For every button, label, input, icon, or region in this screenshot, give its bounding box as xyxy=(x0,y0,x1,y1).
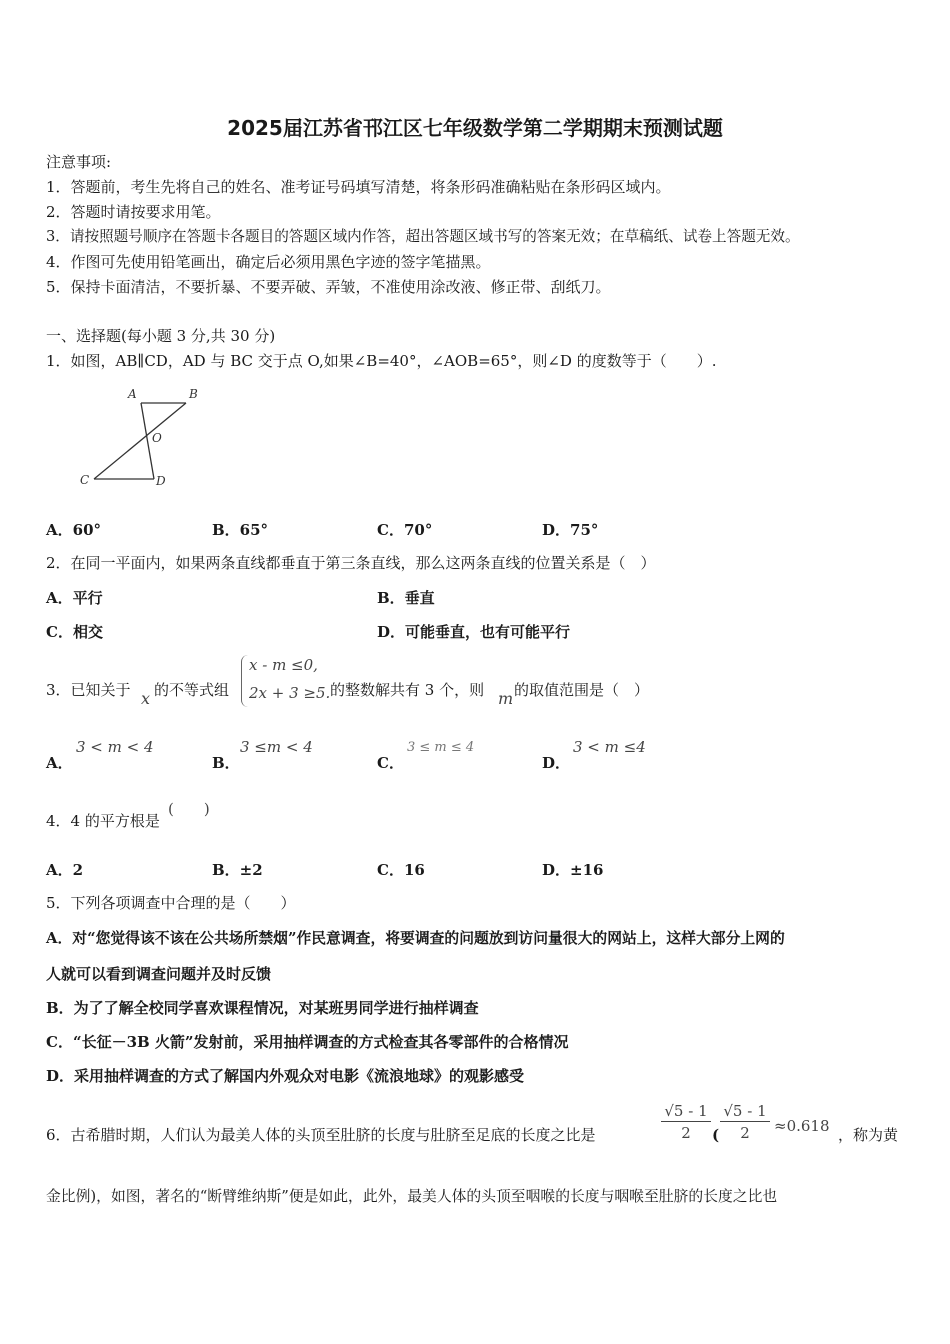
label-a: A xyxy=(128,387,137,401)
q2-option-c: C．相交 xyxy=(46,623,103,641)
q1-option-c: C．70° xyxy=(377,521,433,539)
q3-inequality-1: x - m ≤0, xyxy=(249,656,318,674)
q3-stem-condition: 的整数解共有 3 个，则 xyxy=(330,681,485,699)
q2-option-b: B．垂直 xyxy=(377,589,435,607)
q3-option-c-letter: C． xyxy=(377,754,404,772)
label-b: B xyxy=(189,387,198,401)
q3-stem-start: 3．已知关于 xyxy=(46,681,131,699)
q4-option-c: C．16 xyxy=(377,861,425,879)
q3-option-a-letter: A． xyxy=(46,754,73,772)
fraction-denominator: 2 xyxy=(740,1124,750,1142)
q5-stem: 5．下列各项调查中合理的是（ ） xyxy=(46,894,296,912)
q2-option-d: D．可能垂直，也有可能平行 xyxy=(377,623,571,641)
label-d: D xyxy=(156,474,166,488)
notice-item: 4．作图可先使用铅笔画出，确定后必须用黑色字迹的签字笔描黑。 xyxy=(46,253,491,271)
section-heading: 一、选择题(每小题 3 分,共 30 分) xyxy=(46,327,276,345)
notice-heading: 注意事项: xyxy=(46,153,112,171)
fraction-denominator: 2 xyxy=(681,1124,691,1142)
q3-option-d-letter: D． xyxy=(542,754,571,772)
q5-option-d: D．采用抽样调查的方式了解国内外观众对电影《流浪地球》的观影感受 xyxy=(46,1067,525,1085)
q5-option-a-cont: 人就可以看到调查问题并及时反馈 xyxy=(46,965,272,983)
q5-option-b: B．为了了解全校同学喜欢课程情况，对某班男同学进行抽样调查 xyxy=(46,999,479,1017)
q3-option-b-letter: B． xyxy=(212,754,240,772)
q3-option-c-math: 3 ≤ m ≤ 4 xyxy=(407,740,475,755)
notice-item: 5．保持卡面清洁，不要折暴、不要弄破、弄皱，不准使用涂改液、修正带、刮纸刀。 xyxy=(46,278,611,296)
brace-icon xyxy=(241,655,248,707)
q3-stem-mid: 的不等式组 xyxy=(154,681,230,699)
q1-figure xyxy=(74,382,204,492)
q4-stem: 4．4 的平方根是 xyxy=(46,812,160,830)
q1-option-d: D．75° xyxy=(542,521,599,539)
q2-option-a: A．平行 xyxy=(46,589,103,607)
q5-option-c: C．“长征－3B 火箭”发射前，采用抽样调查的方式检查其各零部件的合格情况 xyxy=(46,1033,569,1051)
q3-option-d-math: 3 < m ≤4 xyxy=(573,738,646,756)
q3-var-m: m xyxy=(498,689,514,708)
q1-stem: 1．如图，AB∥CD，AD 与 BC 交于点 O,如果∠B=40°，∠AOB=65°，则∠D 的度数等于（ ）. xyxy=(46,352,717,370)
notice-item: 3．请按照题号顺序在答题卡各题目的答题区域内作答，超出答题区域书写的答案无效；在草稿纸、试卷上答题无效。 xyxy=(46,228,800,245)
label-o: O xyxy=(152,431,162,445)
q6-stem-cont: ，称为黄 xyxy=(838,1126,899,1144)
q6-stem: 6．古希腊时期，人们认为最美人体的头顶至肚脐的长度与肚脐至足底的长度之比是 xyxy=(46,1126,596,1144)
q3-stem-end: 的取值范围是（ ） xyxy=(514,681,650,699)
segment-bc xyxy=(94,403,186,479)
fraction-numerator: √5 - 1 xyxy=(661,1102,711,1122)
exam-title: 2025届江苏省邗江区七年级数学第二学期期末预测试题 xyxy=(227,116,723,140)
golden-ratio-fraction xyxy=(661,1102,711,1142)
q6-approx-value: ≈0.618 xyxy=(774,1117,830,1135)
fraction-numerator: √5 - 1 xyxy=(720,1102,770,1122)
q1-option-b: B．65° xyxy=(212,521,269,539)
q4-option-d: D．±16 xyxy=(542,861,604,879)
q4-paren: ( ) xyxy=(168,800,210,818)
q1-option-a: A．60° xyxy=(46,521,102,539)
q3-inequality-2: 2x + 3 ≥5. xyxy=(249,684,331,702)
golden-ratio-fraction xyxy=(720,1102,770,1142)
q5-option-a: A．对“您觉得该不该在公共场所禁烟”作民意调查，将要调查的问题放到访问量很大的网站上，这样大部分上网的 xyxy=(46,930,785,947)
notice-item: 2．答题时请按要求用笔。 xyxy=(46,203,221,221)
q3-option-a-math: 3 < m < 4 xyxy=(76,738,154,756)
q4-option-a: A．2 xyxy=(46,861,84,879)
q4-option-b: B．±2 xyxy=(212,861,263,879)
q6-open-paren: ( xyxy=(712,1126,720,1144)
notice-item: 1．答题前，考生先将自己的姓名、准考证号码填写清楚，将条形码准确粘贴在条形码区域内。 xyxy=(46,178,671,196)
q3-option-b-math: 3 ≤m < 4 xyxy=(240,738,313,756)
label-c: C xyxy=(80,473,90,487)
q2-stem: 2．在同一平面内，如果两条直线都垂直于第三条直线，那么这两条直线的位置关系是（ ） xyxy=(46,554,656,572)
q3-var-x: x xyxy=(141,689,151,708)
q6-stem-line2: 金比例)，如图，著名的“断臂维纳斯”便是如此，此外，最美人体的头顶至咽喉的长度与咽喉至肚脐的长度之比也 xyxy=(46,1188,778,1205)
